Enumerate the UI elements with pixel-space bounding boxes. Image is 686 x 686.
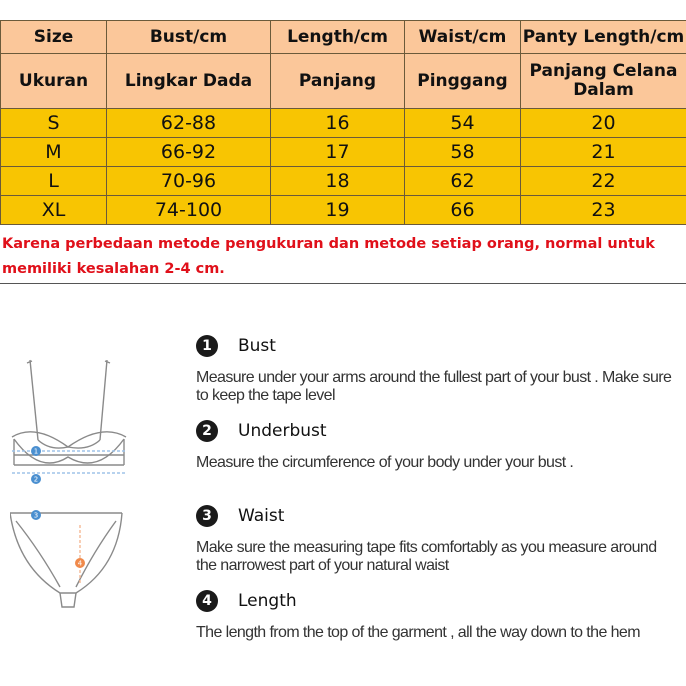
number-2-icon: 2 bbox=[196, 420, 218, 442]
bra-cups-top bbox=[12, 432, 126, 447]
header-cell: Lingkar Dada bbox=[107, 54, 271, 109]
header-cell: Bust/cm bbox=[107, 21, 271, 54]
panty-length-cell: 20 bbox=[521, 109, 686, 138]
header-cell: Panty Length/cm bbox=[521, 21, 686, 54]
waist-cell: 66 bbox=[405, 196, 521, 225]
bust-cell: 70-96 bbox=[107, 167, 271, 196]
header-cell: Length/cm bbox=[271, 21, 405, 54]
garment-illustration bbox=[10, 355, 140, 615]
header-cell: Panjang bbox=[271, 54, 405, 109]
left-strap bbox=[30, 360, 38, 440]
header-row-indonesian bbox=[1, 54, 686, 109]
waist-cell: 58 bbox=[405, 138, 521, 167]
section-divider bbox=[0, 283, 686, 284]
size-cell: XL bbox=[1, 196, 107, 225]
marker-label: 3 bbox=[33, 511, 39, 520]
marker-label: 2 bbox=[33, 475, 39, 484]
bust-cell: 62-88 bbox=[107, 109, 271, 138]
step-title: Waist bbox=[238, 506, 285, 526]
waist-cell: 54 bbox=[405, 109, 521, 138]
header-row-english bbox=[1, 21, 686, 54]
step-title: Length bbox=[238, 591, 297, 611]
header-cell: Size bbox=[1, 21, 107, 54]
panty-length-cell: 23 bbox=[521, 196, 686, 225]
length-cell: 19 bbox=[271, 196, 405, 225]
step-title: Underbust bbox=[238, 421, 327, 441]
table-row bbox=[1, 138, 686, 167]
waist-cell: 62 bbox=[405, 167, 521, 196]
length-cell: 16 bbox=[271, 109, 405, 138]
header-cell: Ukuran bbox=[1, 54, 107, 109]
header-cell: Waist/cm bbox=[405, 21, 521, 54]
panty-length-cell: 21 bbox=[521, 138, 686, 167]
number-3-icon: 3 bbox=[196, 505, 218, 527]
step-description: The length from the top of the garment , all the way down to the hem bbox=[196, 624, 640, 641]
marker-label: 4 bbox=[77, 559, 83, 568]
table-row bbox=[1, 196, 686, 225]
right-strap bbox=[100, 360, 107, 440]
size-cell: S bbox=[1, 109, 107, 138]
step-description: Measure under your arms around the fullest part of your bust . Make sure to keep the tape level bbox=[196, 369, 672, 404]
size-cell: L bbox=[1, 167, 107, 196]
panty-length-cell: 22 bbox=[521, 167, 686, 196]
bust-cell: 74-100 bbox=[107, 196, 271, 225]
bust-cell: 66-92 bbox=[107, 138, 271, 167]
step-title: Bust bbox=[238, 336, 276, 356]
measurement-error-note: Karena perbedaan metode pengukuran dan metode setiap orang, normal untuk memiliki kesalahan 2-4 cm. bbox=[2, 236, 655, 277]
header-cell: Pinggang bbox=[405, 54, 521, 109]
size-chart-table bbox=[0, 20, 686, 225]
header-cell: Panjang Celana Dalam bbox=[521, 54, 686, 109]
step-description: Measure the circumference of your body under your bust . bbox=[196, 454, 574, 471]
table-row bbox=[1, 167, 686, 196]
marker-label: 1 bbox=[33, 447, 39, 456]
size-cell: M bbox=[1, 138, 107, 167]
step-description: Make sure the measuring tape fits comfortably as you measure around the narrowest part of your natural waist bbox=[196, 539, 657, 574]
panty-outline bbox=[10, 513, 122, 593]
table-row bbox=[1, 109, 686, 138]
length-cell: 17 bbox=[271, 138, 405, 167]
number-4-icon: 4 bbox=[196, 590, 218, 612]
length-cell: 18 bbox=[271, 167, 405, 196]
number-1-icon: 1 bbox=[196, 335, 218, 357]
